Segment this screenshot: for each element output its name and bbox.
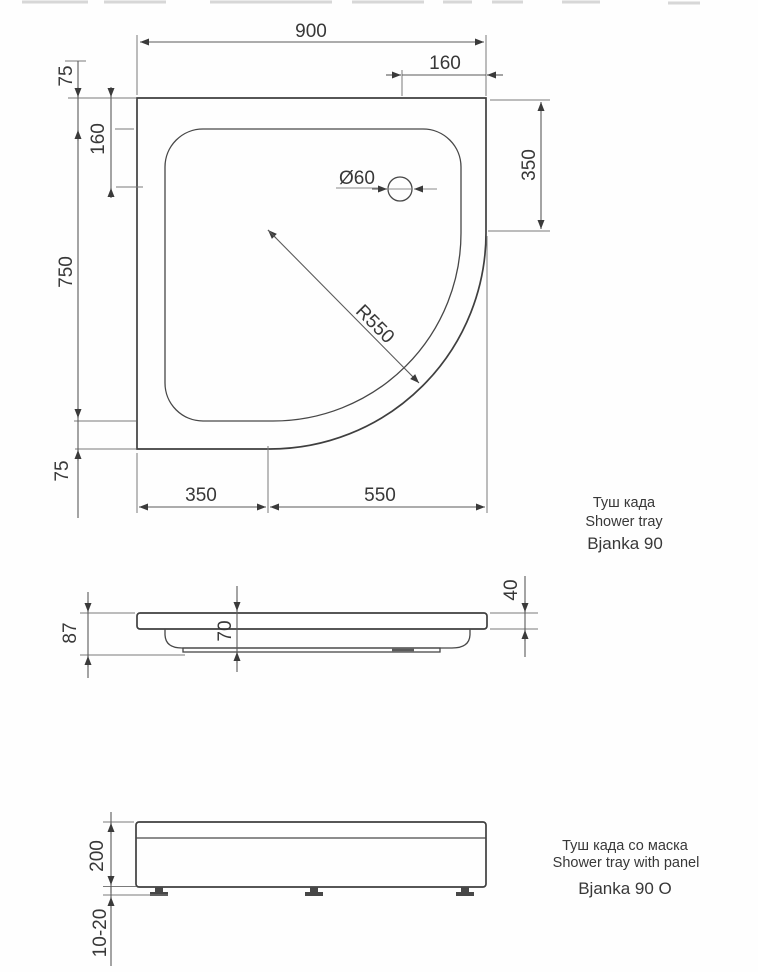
- dim-75-bottom-label: 75: [52, 460, 73, 482]
- dim-bottom-chain: [137, 236, 487, 513]
- caption-panel-mk: Туш када со маска: [562, 838, 688, 854]
- panel-feet: [150, 887, 474, 896]
- profile-view: [60, 576, 538, 678]
- dim-70-label: 70: [215, 620, 236, 642]
- caption-panel-model: Bjanka 90 O: [578, 879, 672, 898]
- caption-shower-tray-panel: [553, 838, 700, 898]
- dim-feet-10-20: [90, 886, 168, 966]
- radius-leader: [268, 230, 419, 383]
- dim-900-label: 900: [295, 21, 327, 42]
- dim-200-label: 200: [87, 840, 108, 872]
- dim-height-87: [60, 592, 185, 678]
- caption-shower-tray: [585, 495, 663, 553]
- caption-tray-en: Shower tray: [585, 514, 663, 530]
- cropped-text-remnant: [22, 2, 700, 3]
- dim-350b-label: 350: [185, 485, 217, 506]
- caption-tray-model: Bjanka 90: [587, 534, 663, 553]
- dim-160h-label: 160: [429, 53, 461, 74]
- panel-body: [136, 822, 486, 887]
- dim-550b-label: 550: [364, 485, 396, 506]
- dim-160v-label: 160: [88, 123, 109, 155]
- dim-10-20-label: 10-20: [90, 908, 111, 958]
- dim-drain-y-160: [88, 87, 111, 198]
- dim-40-label: 40: [501, 579, 522, 601]
- dim-right-350: [488, 100, 550, 231]
- dim-350r-label: 350: [519, 149, 540, 181]
- drain-diameter-label: Ø60: [339, 168, 375, 189]
- foot-middle: [305, 887, 323, 896]
- dim-rim-40: [490, 576, 538, 657]
- dim-750-label: 750: [56, 256, 77, 288]
- profile-rim-slab: [137, 613, 487, 629]
- dim-drain-x-160: [386, 53, 503, 96]
- radius-label: R550: [351, 300, 399, 348]
- foot-right: [456, 887, 474, 896]
- dim-75-top-label: 75: [56, 65, 77, 87]
- drain-hole: [336, 168, 437, 201]
- top-view: [52, 21, 550, 518]
- profile-basin-bulge: [165, 629, 470, 648]
- caption-tray-mk: Туш када: [592, 495, 656, 511]
- dim-87-label: 87: [60, 622, 81, 644]
- dim-depth-70: [215, 586, 237, 672]
- panel-view: [87, 812, 486, 966]
- caption-panel-en: Shower tray with panel: [552, 855, 700, 871]
- dim-panel-200: [87, 812, 136, 893]
